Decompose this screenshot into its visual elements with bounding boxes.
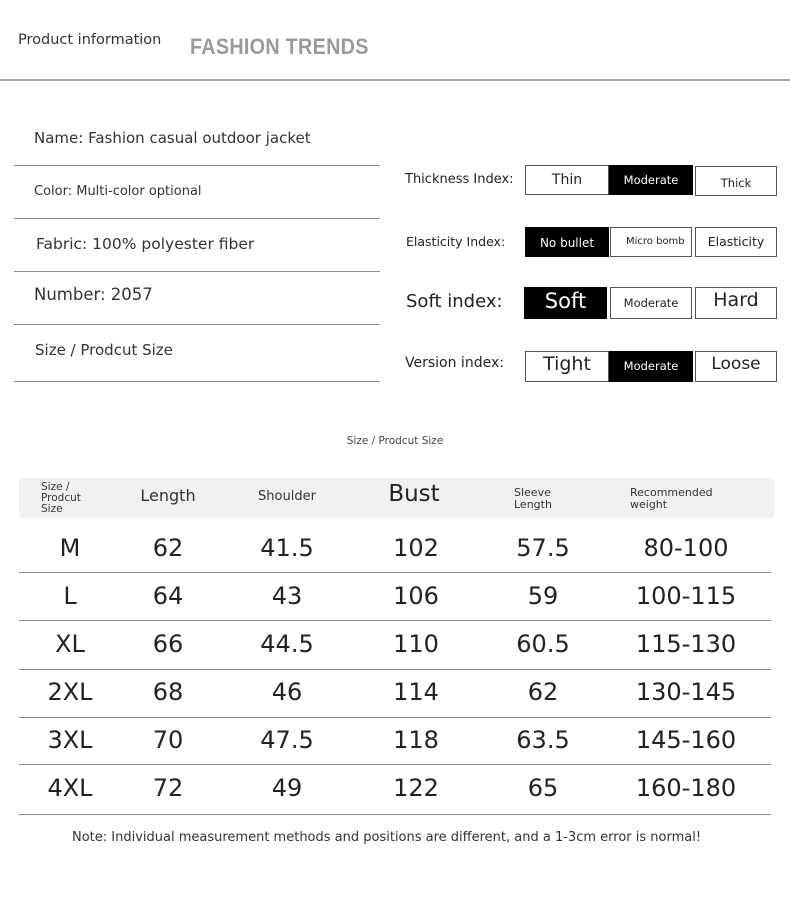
measurement-note: Note: Individual measurement methods and positions are different, and a 1-3cm error is normal! <box>72 830 702 845</box>
soft-option-moderate: Moderate <box>610 287 692 319</box>
table-cell-length: 72 <box>152 774 184 802</box>
header-recommended-weight: Recommended weight <box>630 486 713 511</box>
table-cell-length: 64 <box>152 582 184 610</box>
version-option-loose: Loose <box>695 351 777 382</box>
table-cell-size: 4XL <box>47 774 93 802</box>
table-cell-sleeve: 65 <box>527 774 559 802</box>
info-row-number <box>14 272 380 325</box>
table-cell-sleeve: 60.5 <box>516 630 570 658</box>
table-cell-bust: 122 <box>393 774 439 802</box>
soft-option-hard: Hard <box>695 287 777 319</box>
table-cell-size: 2XL <box>47 678 93 706</box>
product-name: Name: Fashion casual outdoor jacket <box>34 129 311 147</box>
table-cell-sleeve: 59 <box>527 582 559 610</box>
elasticity-option-micro-bomb: Micro bomb <box>610 227 692 257</box>
table-cell-length: 62 <box>152 534 184 562</box>
soft-index-label: Soft index: <box>406 291 503 312</box>
table-cell-sleeve: 57.5 <box>516 534 570 562</box>
row-divider <box>19 717 771 718</box>
elasticity-option-elasticity: Elasticity <box>695 227 777 257</box>
product-information-heading: Product information <box>18 32 162 48</box>
header-sleeve-length: Sleeve Length <box>514 486 552 511</box>
table-cell-bust: 102 <box>393 534 439 562</box>
header-divider <box>0 79 790 81</box>
table-cell-bust: 106 <box>393 582 439 610</box>
table-cell-shoulder: 47.5 <box>260 726 314 754</box>
header-shoulder: Shoulder <box>258 489 316 504</box>
table-cell-weight: 100-115 <box>635 582 737 610</box>
header-size: Size / Prodcut Size <box>41 481 81 516</box>
table-cell-size: M <box>59 534 81 562</box>
thickness-option-moderate: Moderate <box>609 165 693 195</box>
elasticity-option-no-bullet: No bullet <box>525 227 609 257</box>
table-cell-weight: 80-100 <box>643 534 729 562</box>
table-cell-size: XL <box>55 630 85 658</box>
fashion-trends-title: FASHION TRENDS <box>190 34 369 59</box>
table-cell-shoulder: 43 <box>271 582 303 610</box>
table-cell-sleeve: 63.5 <box>516 726 570 754</box>
info-row-name <box>14 112 380 166</box>
table-cell-bust: 118 <box>393 726 439 754</box>
info-row-size <box>14 325 380 382</box>
table-cell-length: 68 <box>152 678 184 706</box>
table-cell-shoulder: 44.5 <box>260 630 314 658</box>
header-bust: Bust <box>388 481 440 507</box>
product-color: Color: Multi-color optional <box>34 184 202 199</box>
elasticity-index-label: Elasticity Index: <box>406 234 506 249</box>
product-size-label: Size / Prodcut Size <box>35 341 173 359</box>
thickness-option-thick: Thick <box>695 166 777 196</box>
version-option-tight: Tight <box>525 351 609 382</box>
version-index-label: Version index: <box>405 355 504 371</box>
info-row-color <box>14 166 380 219</box>
table-cell-bust: 110 <box>393 630 439 658</box>
table-cell-size: L <box>63 582 77 610</box>
product-number: Number: 2057 <box>34 285 153 304</box>
row-divider <box>19 572 771 573</box>
table-cell-bust: 114 <box>393 678 439 706</box>
table-cell-weight: 145-160 <box>635 726 737 754</box>
table-cell-shoulder: 49 <box>271 774 303 802</box>
row-divider <box>19 814 771 815</box>
version-option-moderate: Moderate <box>609 351 693 382</box>
row-divider <box>19 620 771 621</box>
table-cell-shoulder: 41.5 <box>260 534 314 562</box>
table-cell-weight: 130-145 <box>635 678 737 706</box>
info-row-fabric <box>14 219 380 272</box>
row-divider <box>19 764 771 765</box>
table-cell-weight: 115-130 <box>635 630 737 658</box>
table-cell-size: 3XL <box>47 726 93 754</box>
header-length: Length <box>140 486 196 505</box>
size-table-caption: Size / Prodcut Size <box>346 435 444 447</box>
product-fabric: Fabric: 100% polyester fiber <box>36 235 255 253</box>
soft-option-soft: Soft <box>524 287 607 319</box>
thickness-option-thin: Thin <box>525 165 609 195</box>
table-cell-weight: 160-180 <box>635 774 737 802</box>
table-cell-sleeve: 62 <box>527 678 559 706</box>
table-cell-length: 70 <box>152 726 184 754</box>
table-cell-shoulder: 46 <box>271 678 303 706</box>
row-divider <box>19 669 771 670</box>
thickness-index-label: Thickness Index: <box>405 172 514 187</box>
table-cell-length: 66 <box>152 630 184 658</box>
